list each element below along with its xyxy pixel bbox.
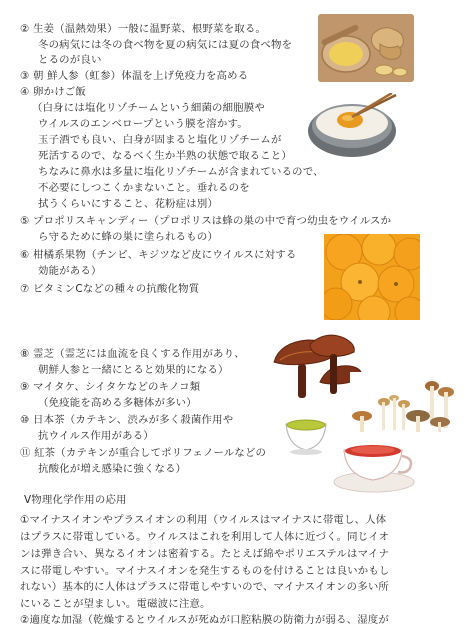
text-line: 抗ウイルス作用がある） xyxy=(38,430,154,442)
section-heading: Ⅴ物理化学作用の応用 xyxy=(24,494,127,506)
ginger-photo xyxy=(318,14,414,82)
text-line: れない）基本的に人体はプラスに帯電しやすいので、マイナスイオンの多い所 xyxy=(20,581,390,593)
text-line: 死活するので、なるべく生か半熟の状態で取ること） xyxy=(38,150,292,162)
text-line: にいることが望ましい。電磁波に注意。 xyxy=(20,598,211,610)
text-line: はプラスに帯電している。ウイルスはこれを利用して人体に近づく。同じイオ xyxy=(20,531,390,543)
text-line: ⑧ 霊芝（霊芝には血流を良くする作用があり、 xyxy=(20,348,245,360)
citrus-photo xyxy=(324,234,420,320)
text-line: ⑤ プロポリスキャンディー（プロポリスは蜂の巣の中で育つ幼虫をウイルスか xyxy=(20,215,392,227)
text-line: 冬の病気には冬の食べ物を夏の病気には夏の食べ物を xyxy=(38,39,293,51)
text-line: ちなみに鼻水は多量に塩化リゾチームが含まれているので、 xyxy=(38,166,324,178)
text-line: ⑨ マイタケ、シイタケなどのキノコ類 xyxy=(20,381,201,393)
text-line: スに帯電しやすい。マイナスイオンを発生するものを付けることは良いかもし xyxy=(20,565,390,577)
text-line: 拭うくらいにすること、花粉症は別） xyxy=(38,198,219,210)
text-line: ンは弾き合い、異なるイオンは密着する。たとえば綿やポリエステルはマイナ xyxy=(20,548,390,560)
text-line: ② 生姜（温熱効果）一般に温野菜、根野菜を取る。 xyxy=(20,23,267,35)
text-line: （免疫能を高める多糖体が多い） xyxy=(38,397,197,409)
text-line: とるのが良い xyxy=(38,54,102,66)
mushrooms-photo xyxy=(350,372,458,436)
text-line: ⑪ 紅茶（カテキンが重合してポリフェノールなどの xyxy=(20,447,267,459)
text-line: ⑩ 日本茶（カテキン、渋みが多く殺菌作用や xyxy=(20,414,234,426)
text-line: ら守るために蜂の巣に塗られるもの） xyxy=(38,231,219,243)
text-line: ⑦ ビタミンCなどの種々の抗酸化物質 xyxy=(20,283,200,295)
text-line: ③ 朝 鮮人参（虹参）体温を上げ免疫力を高める xyxy=(20,70,249,82)
text-line: ⑥ 柑橘系果物（チンピ、キジツなど皮にウイルスに対する xyxy=(20,249,297,261)
text-line: 不必要にしつこくかまないこと。垂れるのを xyxy=(38,182,250,194)
text-line: （白身には塩化リゾチームという細菌の細胞膜や xyxy=(32,102,265,114)
text-line: 効能がある） xyxy=(38,265,102,277)
text-line: ウイルスのエンベロープという膜を溶かす。 xyxy=(38,118,248,130)
green-tea-photo xyxy=(282,414,330,456)
text-line: 朝鮮人参と一緒にとると効果的になる） xyxy=(38,364,229,376)
text-line: 抗酸化が増え感染に強くなる） xyxy=(38,463,187,475)
text-line: ①マイナスイオンやプラスイオンの利用（ウイルスはマイナスに帯電し、人体 xyxy=(20,514,387,526)
text-line: ④ 卵かけご飯 xyxy=(20,86,86,98)
text-line: 玉子酒でも良い、白身が固まると塩化リゾチームが xyxy=(38,134,282,146)
text-line: ②適度な加湿（乾燥するとウイルスが死ぬが口腔粘膜の防衛力が弱る、湿度が xyxy=(20,614,389,626)
egg-rice-photo xyxy=(306,93,400,159)
black-tea-photo xyxy=(330,438,416,494)
